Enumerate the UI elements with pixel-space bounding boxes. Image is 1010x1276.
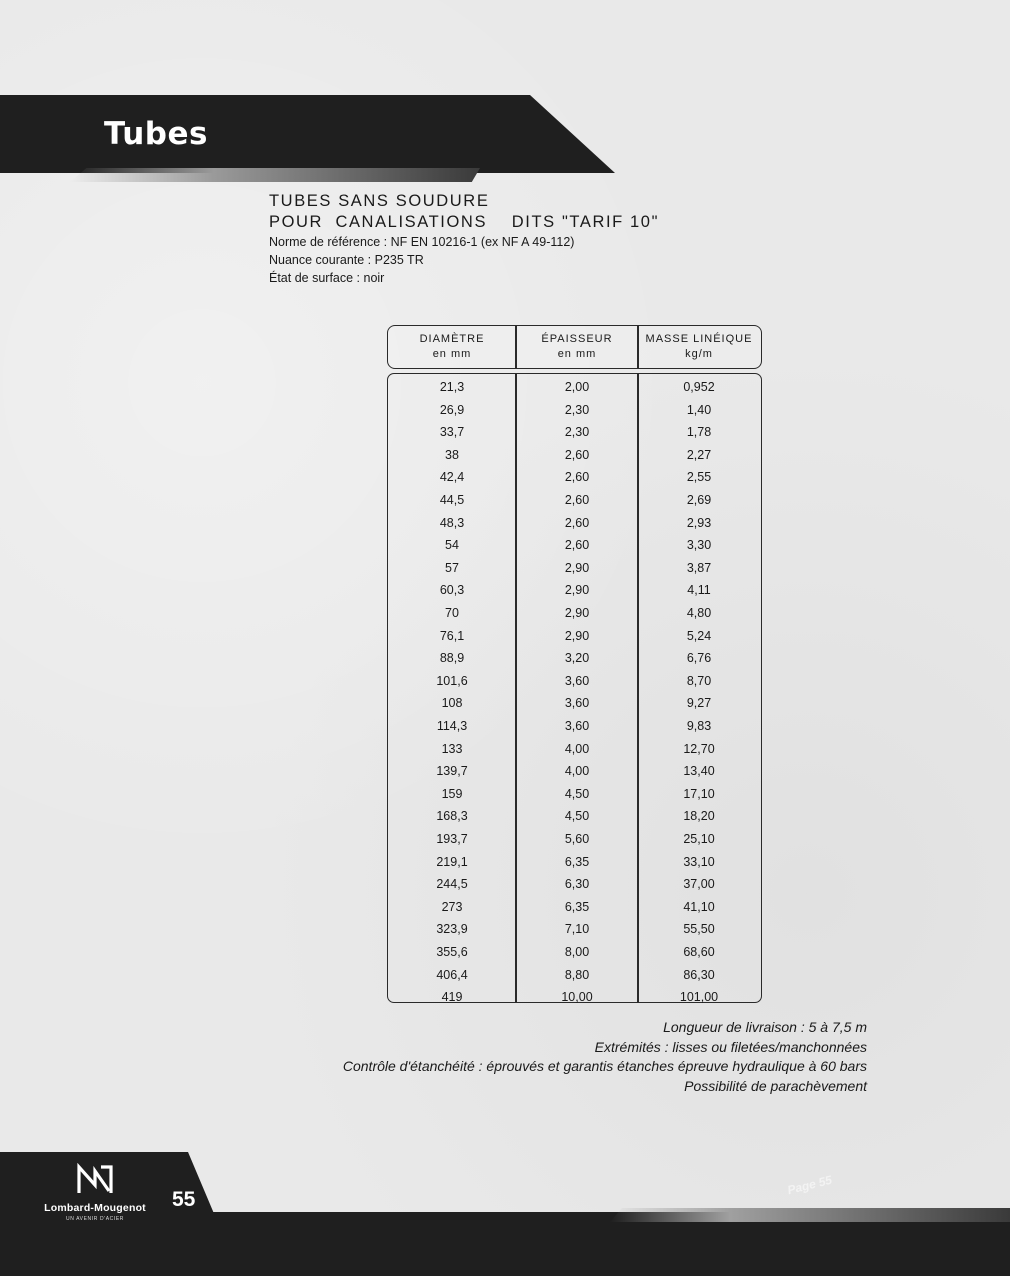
table-row <box>388 444 760 467</box>
cell-diameter: 54 <box>445 538 459 553</box>
cell-thickness: 2,90 <box>564 583 590 598</box>
cell-thickness: 2,60 <box>564 470 590 485</box>
page-number: 55 <box>172 1188 196 1211</box>
table-body <box>387 373 762 1003</box>
brand-name: Lombard-Mougenot <box>44 1202 146 1214</box>
page-title: Tubes <box>104 116 208 152</box>
cell-diameter: 60,3 <box>439 583 465 598</box>
cell-thickness: 4,50 <box>564 786 590 801</box>
table-row <box>388 715 760 738</box>
table-row <box>388 964 760 987</box>
cell-mass: 9,83 <box>686 719 712 733</box>
cell-mass: 1,78 <box>686 425 712 440</box>
cell-thickness: 2,60 <box>564 515 590 530</box>
table-row <box>388 918 760 941</box>
cell-mass: 8,70 <box>686 673 712 688</box>
cell-diameter: 21,3 <box>439 380 465 394</box>
cell-diameter: 44,5 <box>439 493 465 507</box>
cell-diameter: 101,6 <box>436 673 468 688</box>
cell-thickness: 2,60 <box>564 493 590 507</box>
cell-diameter: 193,7 <box>436 832 468 846</box>
cell-thickness: 2,00 <box>564 380 590 394</box>
table-row <box>388 376 760 399</box>
cell-mass: 2,55 <box>686 470 712 485</box>
cell-thickness: 3,60 <box>564 696 590 711</box>
table-row <box>388 602 760 625</box>
column-header-label: DIAMÈTRE <box>419 333 485 345</box>
cell-thickness: 8,80 <box>564 967 590 982</box>
cell-mass: 4,11 <box>687 583 711 598</box>
cell-mass: 0,952 <box>683 380 715 394</box>
cell-mass: 33,10 <box>683 854 715 869</box>
cell-mass: 17,10 <box>683 786 715 801</box>
cell-mass: 2,27 <box>686 447 712 462</box>
cell-diameter: 114,3 <box>436 719 468 733</box>
cell-diameter: 406,4 <box>436 967 468 982</box>
table-row <box>388 466 760 489</box>
cell-mass: 37,00 <box>683 877 715 892</box>
brand-logo <box>30 1163 160 1222</box>
table-row <box>388 625 760 648</box>
column-header-label: ÉPAISSEUR <box>541 333 613 345</box>
cell-diameter: 57 <box>445 560 459 575</box>
column-header-unit: kg/m <box>685 348 713 360</box>
cell-diameter: 38 <box>445 447 459 462</box>
footer-accent-bar <box>610 1208 1010 1222</box>
cell-diameter: 48,3 <box>439 515 465 530</box>
cell-mass: 101,00 <box>679 990 719 1005</box>
cell-mass: 1,40 <box>686 402 712 417</box>
table-row <box>388 579 760 602</box>
cell-mass: 4,80 <box>686 606 712 620</box>
cell-thickness: 6,35 <box>564 854 590 869</box>
cell-diameter: 88,9 <box>439 651 465 666</box>
column-header-label: MASSE LINÉIQUE <box>645 333 753 345</box>
logo-mark-icon <box>75 1163 115 1195</box>
table-row <box>388 489 760 512</box>
table-row <box>388 828 760 851</box>
column-header-diameter <box>388 326 516 368</box>
cell-thickness: 2,90 <box>564 560 590 575</box>
section-title-line-1: TUBES SANS SOUDURE <box>269 192 490 210</box>
cell-mass: 6,76 <box>686 651 712 666</box>
cell-diameter: 108 <box>441 696 463 711</box>
note-length: Longueur de livraison : 5 à 7,5 m <box>663 1019 867 1035</box>
cell-diameter: 168,3 <box>436 809 468 824</box>
column-header-unit: en mm <box>557 348 597 360</box>
delivery-notes <box>343 1018 867 1096</box>
table-row <box>388 399 760 422</box>
surface-info: État de surface : noir <box>269 271 385 285</box>
cell-mass: 9,27 <box>686 696 712 711</box>
header-banner <box>0 95 615 173</box>
column-header-unit: en mm <box>432 348 472 360</box>
cell-thickness: 5,60 <box>564 832 590 846</box>
table-row <box>388 512 760 535</box>
table-row <box>388 421 760 444</box>
cell-thickness: 7,10 <box>564 922 590 937</box>
cell-thickness: 2,90 <box>564 606 590 620</box>
cell-mass: 41,10 <box>683 899 715 914</box>
cell-thickness: 3,20 <box>564 651 590 666</box>
cell-diameter: 133 <box>441 741 463 756</box>
cell-mass: 25,10 <box>683 832 715 846</box>
cell-thickness: 4,00 <box>564 764 590 779</box>
table-row <box>388 738 760 761</box>
table-row <box>388 692 760 715</box>
cell-mass: 12,70 <box>683 741 715 756</box>
cell-mass: 86,30 <box>683 967 715 982</box>
column-divider <box>515 326 517 368</box>
cell-thickness: 3,60 <box>564 719 590 733</box>
cell-thickness: 8,00 <box>564 945 590 959</box>
table-row <box>388 896 760 919</box>
table-row <box>388 534 760 557</box>
cell-thickness: 6,35 <box>564 899 590 914</box>
grade-info: Nuance courante : P235 TR <box>269 253 424 267</box>
table-row <box>388 647 760 670</box>
cell-mass: 68,60 <box>683 945 715 959</box>
cell-diameter: 33,7 <box>439 425 465 440</box>
cell-thickness: 4,00 <box>564 741 590 756</box>
cell-thickness: 2,60 <box>564 447 590 462</box>
table-row <box>388 986 760 1009</box>
cell-mass: 3,87 <box>686 560 712 575</box>
cell-diameter: 244,5 <box>436 877 468 892</box>
note-finishing: Possibilité de parachèvement <box>684 1077 867 1094</box>
table-row <box>388 941 760 964</box>
cell-mass: 55,50 <box>683 922 715 937</box>
cell-diameter: 219,1 <box>436 854 468 869</box>
norm-reference: Norme de référence : NF EN 10216-1 (ex NF A 49-112) <box>269 235 575 249</box>
cell-diameter: 355,6 <box>436 945 468 959</box>
table-row <box>388 873 760 896</box>
cell-thickness: 2,30 <box>564 425 590 440</box>
column-header-thickness <box>516 326 638 368</box>
table-row <box>388 851 760 874</box>
header-accent-bar <box>70 168 480 182</box>
section-title-line-2: POUR CANALISATIONS DITS "TARIF 10" <box>269 213 660 231</box>
cell-diameter: 76,1 <box>439 628 465 643</box>
table-row <box>388 805 760 828</box>
cell-thickness: 4,50 <box>564 809 590 824</box>
cell-mass: 2,69 <box>686 493 712 507</box>
cell-diameter: 323,9 <box>436 922 468 937</box>
note-ends: Extrémités : lisses ou filetées/manchonnées <box>594 1038 867 1055</box>
cell-mass: 2,93 <box>686 515 712 530</box>
cell-thickness: 2,90 <box>564 628 590 643</box>
column-header-mass <box>638 326 760 368</box>
note-leak-test: Contrôle d'étanchéité : éprouvés et garantis étanches épreuve hydraulique à 60 bars <box>342 1058 867 1074</box>
cell-thickness: 6,30 <box>564 877 590 892</box>
cell-thickness: 2,30 <box>564 402 590 417</box>
cell-mass: 18,20 <box>683 809 715 824</box>
page-watermark: Page 55 <box>785 1172 834 1198</box>
table-row <box>388 670 760 693</box>
cell-mass: 3,30 <box>686 538 712 553</box>
table-header <box>387 325 762 369</box>
cell-diameter: 42,4 <box>439 470 465 485</box>
cell-diameter: 273 <box>441 899 463 914</box>
cell-thickness: 2,60 <box>564 538 590 553</box>
cell-diameter: 70 <box>445 606 459 620</box>
column-divider <box>637 326 639 368</box>
cell-diameter: 139,7 <box>436 764 468 779</box>
table-row <box>388 557 760 580</box>
table-row <box>388 760 760 783</box>
cell-mass: 13,40 <box>683 764 715 779</box>
cell-mass: 5,24 <box>686 628 712 643</box>
tube-spec-table <box>387 325 762 1003</box>
table-row <box>388 783 760 806</box>
cell-thickness: 3,60 <box>564 673 590 688</box>
brand-tagline: UN AVENIR D'ACIER <box>65 1216 124 1222</box>
cell-diameter: 159 <box>441 786 463 801</box>
intro-block <box>269 191 659 287</box>
cell-diameter: 419 <box>441 990 463 1005</box>
cell-thickness: 10,00 <box>561 990 593 1005</box>
cell-diameter: 26,9 <box>439 402 465 417</box>
